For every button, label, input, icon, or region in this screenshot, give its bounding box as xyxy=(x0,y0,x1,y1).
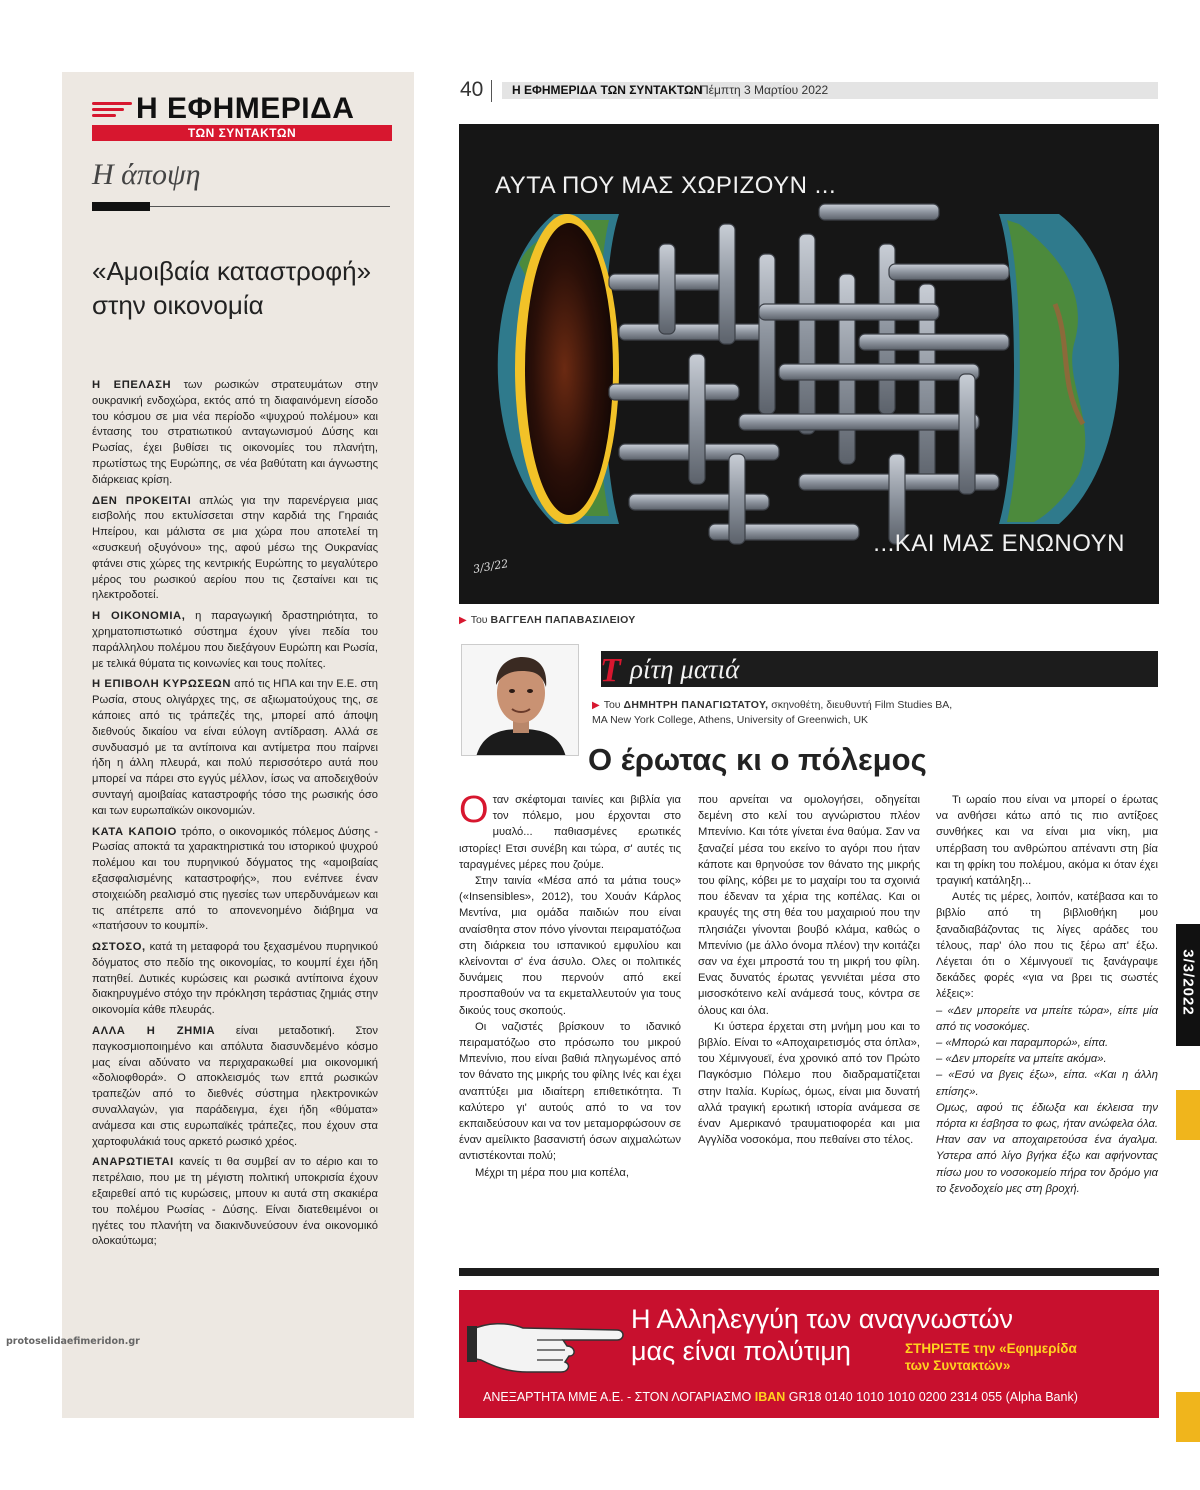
triangle-right-icon: ▶ xyxy=(592,700,600,711)
quote-line: Ομως, αφού τις έδιωξα και έκλεισα την πόρτα κι έσβησα το φως, ήταν ανώφελα όλα. Ηταν σαν να αποχαιρετούσα ένα άγαλμα. Υστερα από λίγο βγήκα έξω και αφήνοντας πίσω μου το νοσοκομείο πήρα τον δρόμο για το ξενοδοχείο μες στη βροχή. xyxy=(936,1101,1158,1195)
article-column-2 xyxy=(698,792,920,1148)
triangle-right-icon: ▶ xyxy=(459,615,467,626)
opinion-column xyxy=(62,72,414,1418)
logo-speed-lines-icon xyxy=(92,102,136,120)
rubric-title: ρίτη ματιά xyxy=(630,654,740,684)
opinion-paragraph: Η ΕΠΕΛΑΣΗ των ρωσικών στρατευμάτων στην ουκρανική ενδοχώρα, εκτός από τη διαφαινόμενη είσοδο του κόσμου σε μια νέα περίοδο «ψυχρού πολέμου» και έντασης του στρατιωτικού ανταγωνισμού Δύσης και Ρωσίας, έχει βυθίσει τις οικονομίες του πλανήτη, πρωτίστως της Ευρώπης, σε νέα βαθύτατη και άγνωστης διάρκειας κρίση. xyxy=(92,379,378,486)
side-date-tab: 3/3/2022 xyxy=(1176,924,1200,1046)
header-paper-name: Η ΕΦΗΜΕΡΙΔΑ ΤΩΝ ΣΥΝΤΑΚΤΩΝ xyxy=(512,83,703,97)
cartoon-credit: ▶ Του ΒΑΓΓΕΛΗ ΠΑΠΑΒΑΣΙΛΕΙΟΥ xyxy=(459,614,636,626)
logo-main-text: Η ΕΦΗΜΕΡΙΔΑ xyxy=(136,92,355,125)
article-headline: Ο έρωτας κι ο πόλεμος xyxy=(588,742,927,777)
cartoon-caption-top: ΑΥΤΑ ΠΟΥ ΜΑΣ ΧΩΡΙΖΟΥΝ ... xyxy=(495,172,837,199)
article-column-1 xyxy=(459,789,681,1181)
side-marker xyxy=(1176,1392,1200,1442)
article-paragraph: Στην ταινία «Μέσα από τα μάτια τους» («Insensibles», 2012), του Χουάν Κάρλος Μεντίνα, μια ομάδα παιδιών που είναι αναίσθητα στον πόνο γίνονται πειραματόζωα στη διάρκεια του ισπανικού εμφυλίου και κλείνονται σ' ένα άσυλο. Ολες οι πολιτικές δυνάμεις που περνούν από εκεί προσπαθούν να τα εκμεταλλευτούν για τους δικούς τους σκοπούς. xyxy=(459,875,681,1017)
article-paragraph: Οταν σκέφτομαι ταινίες και βιβλία για τον πόλεμο, μου έρχονται στο μυαλό... παθιασμένες ερωτικές ιστορίες! Ετσι συνέβη και τώρα, σ' αυτές τις ταραγμένες μέρες που ζούμε. xyxy=(459,789,681,871)
quote-line: – «Μπορώ και παραμπορώ», είπα. xyxy=(936,1037,1109,1050)
ad-title-line2: μας είναι πολύτιμη xyxy=(631,1336,851,1366)
section-rule-thick xyxy=(92,202,150,211)
article-paragraph: που αρνείται να ομολογήσει, οδηγείται δεμένη στο κελί του αγνώριστου πλέον Μπενίνιο. Και τότε γίνεται ένα θαύμα. Σαν να ξαναζεί μέσα του εκείνο το αγόρι που ήταν κάποτε και θρηνούσε τον θάνατο της μικρής του φίλης, κόβει με το μαχαίρι του τα σχοινιά που έδεναν τα χέρια της κοπέλας. Και οι κραυγές της στη θέα του μαχαιριού που την πλησιάζει γίνονται βουβό κλάμα, καθώς ο Μπενίνιο (με άλλο όνομα πλέον) την κοιτάζει σαν να έχει μπροστά του τη μικρή του φίλη. Ενας δυνατός έρωτας γεννιέται μέσα στο μισοσκότεινο κελί ανάμεσά τους, κόντρα σε όλους και όλα. xyxy=(698,794,920,1017)
quote-line: – «Δεν μπορείτε να μπείτε ακόμα». xyxy=(936,1053,1107,1066)
author-photo xyxy=(461,644,579,756)
opinion-paragraph: ΑΛΛΑ Η ΖΗΜΙΑ είναι μεταδοτική. Στον παγκοσμιοποιημένο και απόλυτα διασυνδεμένο κόσμο μας είναι αδύνατο να περιχαρακωθεί μια οικονομική «δολιοφθορά». Ο αποκλεισμός των επτά ρωσικών τραπεζών από το διεθνές σύστημα ηλεκτρονικών συναλλαγών, για παράδειγμα, έχει ήδη «θύματα» ανάμεσα και στις ευρωπαϊκές τράπεζες, που έχουν στα χαρτοφυλάκιά τους αρκετό ρωσικό χρέος. xyxy=(92,1025,378,1148)
opinion-paragraph: ΩΣΤΟΣΟ, κατά τη μεταφορά του ξεχασμένου πυρηνικού δόγματος στο πεδίο της οικονομίας, το κουμπί έχει ήδη πατηθεί. Δυτικές κυρώσεις και ρωσικά αντίποινα έχουν διακηρυγμένο στόχο την πρόκληση τεράστιας ζημιάς στην οικονομία κάθε πλευράς. xyxy=(92,941,378,1017)
section-label: Η άποψη xyxy=(92,158,201,191)
opinion-paragraph: Η ΟΙΚΟΝΟΜΙΑ, η παραγωγική δραστηριότητα, το χρηματοπιστωτικό σύστημα έχουν γίνει πεδία του παράλληλου πολέμου που διεξάγουν Ευρώπη και Ρωσία, με τελικά θύματα τις κοινωνίες και τους πολίτες. xyxy=(92,610,378,670)
article-paragraph: Αυτές τις μέρες, λοιπόν, κατέβασα και το βιβλίο από τη βιβλιοθήκη μου ξαναδιαβάζοντας τις λίγες αράδες του τέλους, παρ' όλο που τις ξέρω απ' έξω. Λέγεται ότι ο Χέμινγουεϊ τις ξανάγραψε δεκάδες φορές «για να βρει τις σωστές λέξεις»: xyxy=(936,891,1158,1001)
opinion-paragraph: ΔΕΝ ΠΡΟΚΕΙΤΑΙ απλώς για την παρενέργεια μιας εισβολής που εκτυλίσσεται στην καρδιά της Γηραιάς Ηπείρου, και μάλιστα σε μια χώρα που αποτελεί τη «συσκευή οξυγόνου» της, αφού μέσω της Ουκρανίας φτάνει στις χώρες της κεντρικής Ευρώπης το μεγαλύτερο μέρος του ρωσικού αερίου που τις ζεσταίνει και τις ηλεκτροδοτεί. xyxy=(92,494,378,602)
quote-line: – «Δεν μπορείτε να μπείτε τώρα», είπε μία από τις νοσοκόμες. xyxy=(936,1004,1158,1033)
cartoon-illustration xyxy=(459,124,1159,604)
author-byline: ▶ Του ΔΗΜΗΤΡΗ ΠΑΝΑΓΙΩΤΑΤΟΥ, σκηνοθέτη, διευθυντή Film Studies BA, MA New York College, Athens, University of Greenwich, UK xyxy=(592,699,953,726)
ad-bank-details: ΑΝΕΞΑΡΤΗΤΑ ΜΜΕ Α.Ε. - ΣΤΟΝ ΛΟΓΑΡΙΑΣΜΟ IBAN GR18 0140 1010 1010 0200 2314 055 (Alpha Bank) xyxy=(483,1390,1078,1404)
cartoon-caption-bottom: ...ΚΑΙ ΜΑΣ ΕΝΩΝΟΥΝ xyxy=(873,530,1125,557)
header-date: Πέμπτη 3 Μαρτίου 2022 xyxy=(700,83,829,97)
pointing-hand-icon xyxy=(467,1300,627,1380)
article-column-3 xyxy=(936,792,1158,1197)
article-paragraph: Κι ύστερα έρχεται στη μνήμη μου και το βιβλίο. Είναι το «Αποχαιρετισμός στα όπλα», του Χέμινγουεϊ, ένα χρονικό από τον Πρώτο Παγκόσμιο Πόλεμο που διαδραματίζεται στην Ιταλία. Κυρίως, όμως, είναι μια δυνατή αλλά τραγική ερωτική ιστορία ανάμεσα σε έναν Αμερικανό τραυματιοφορέα και μια Αγγλίδα νοσοκόμα, που πεθαίνει στο τέλος. xyxy=(698,1020,920,1147)
page-header xyxy=(458,80,1158,102)
article-paragraph: Οι ναζιστές βρίσκουν το ιδανικό πειραματόζωο στο πρόσωπο του μικρού Μπενίνιο, που είναι βαθιά πληγωμένος από τον θάνατο της μικρής του φίλης Ινές και έχει αναπτύξει μια ιδιαίτερη επιθετικότητα. Τι καλύτερο γι' αυτούς από το να τον εκπαιδεύσουν και να τον μεταμορφώσουν σε έναν αμείλικτο βασανιστή όσων αιχμαλώτων αντιστέκονται πολύ; xyxy=(459,1020,681,1163)
watermark: protoselidaefimeridon.gr xyxy=(6,1336,140,1347)
dropcap: Ο xyxy=(459,789,489,831)
rubric-initial: Τ xyxy=(600,652,621,689)
article-paragraph: Τι ωραίο που είναι να μπορεί ο έρωτας να ανθήσει κάτω από τις πιο αντίξοες συνθήκες και να είναι μια νίκη, μια υπέρβαση του ανθρώπου απέναντι στη βία και τη φρίκη του πολέμου, ακόμα κι όταν έχει τραγική κατάληξη... xyxy=(936,794,1158,888)
opinion-paragraph: ΑΝΑΡΩΤΙΕΤΑΙ κανείς τι θα συμβεί αν το αέριο και το πετρέλαιο, που με τη μέγιστη πολιτική υποκρισία έχουν εξαιρεθεί από τις κυρώσεις, μπουν κι αυτά στη σκακιέρα του πολέμου Ρωσίας - Δύσης. Είναι διατεθειμένοι οι ηγέτες του πλανήτη να διακινδυνεύσουν ένα οικονομικό ολοκαύτωμα; xyxy=(92,1156,378,1248)
newspaper-logo xyxy=(92,92,372,142)
article-paragraph: Μέχρι τη μέρα που μια κοπέλα, xyxy=(475,1166,630,1179)
side-marker xyxy=(1176,1090,1200,1140)
opinion-paragraph: ΚΑΤΑ ΚΑΠΟΙΟ τρόπο, ο οικονομικός πόλεμος Δύσης - Ρωσίας αποκτά τα χαρακτηριστικά του ιστορικού ψυχρού πολέμου και του πυρηνικού δόγματος της «αμοιβαίας εξασφαλισμένης καταστροφής», που ενέπνεε έναν στοιχειώδη ρεαλισμό στις ηγεσίες των υπερδυνάμεων και τις απέτρεπε από το απονενοημένο διάβημα να «πατήσουν το κουμπί». xyxy=(92,825,378,933)
ad-top-rule xyxy=(459,1268,1159,1276)
quote-line: – «Εσύ να βγεις έξω», είπα. «Και η άλλη επίσης». xyxy=(936,1069,1158,1098)
author-portrait-icon xyxy=(462,645,579,756)
solidarity-ad[interactable] xyxy=(459,1290,1159,1418)
page-number-divider xyxy=(491,80,492,102)
cartoon-signature: 3/3/22 xyxy=(472,557,510,576)
ad-title-line1: Η Αλληλεγγύη των αναγνωστών xyxy=(631,1304,1014,1334)
logo-sub-text: ΤΩΝ ΣΥΝΤΑΚΤΩΝ xyxy=(92,125,392,141)
ad-support-text: ΣΤΗΡΙΞΤΕ την «Εφημερίδα των Συντακτών» xyxy=(905,1341,1077,1373)
opinion-title: «Αμοιβαία καταστροφή» στην οικονομία xyxy=(92,256,372,320)
opinion-paragraph: Η ΕΠΙΒΟΛΗ ΚΥΡΩΣΕΩΝ από τις ΗΠΑ και την Ε.Ε. στη Ρωσία, στους ολιγάρχες της, σε αξιωματούχους της, σε κάποιες από τις τράπεζές της, μπορεί από άποψη διεθνούς δικαίου να είναι εύλογη αντίδραση. Αλλά σε συνδυασμό με τα αντίποινα και αντίμετρα που παίρνει ήδη η άλλη πλευρά, και πολύ περισσότερο αυτά που μπορεί να πάρει στο εγγύς μέλλον, ίσως να αποδειχθούν συνταγή αμοιβαίας καταστροφής τόσο της ρωσικής όσο και των ευρωπαϊκών οικονομιών. xyxy=(92,678,379,817)
page-number: 40 xyxy=(460,78,484,101)
opinion-body xyxy=(92,378,378,1255)
